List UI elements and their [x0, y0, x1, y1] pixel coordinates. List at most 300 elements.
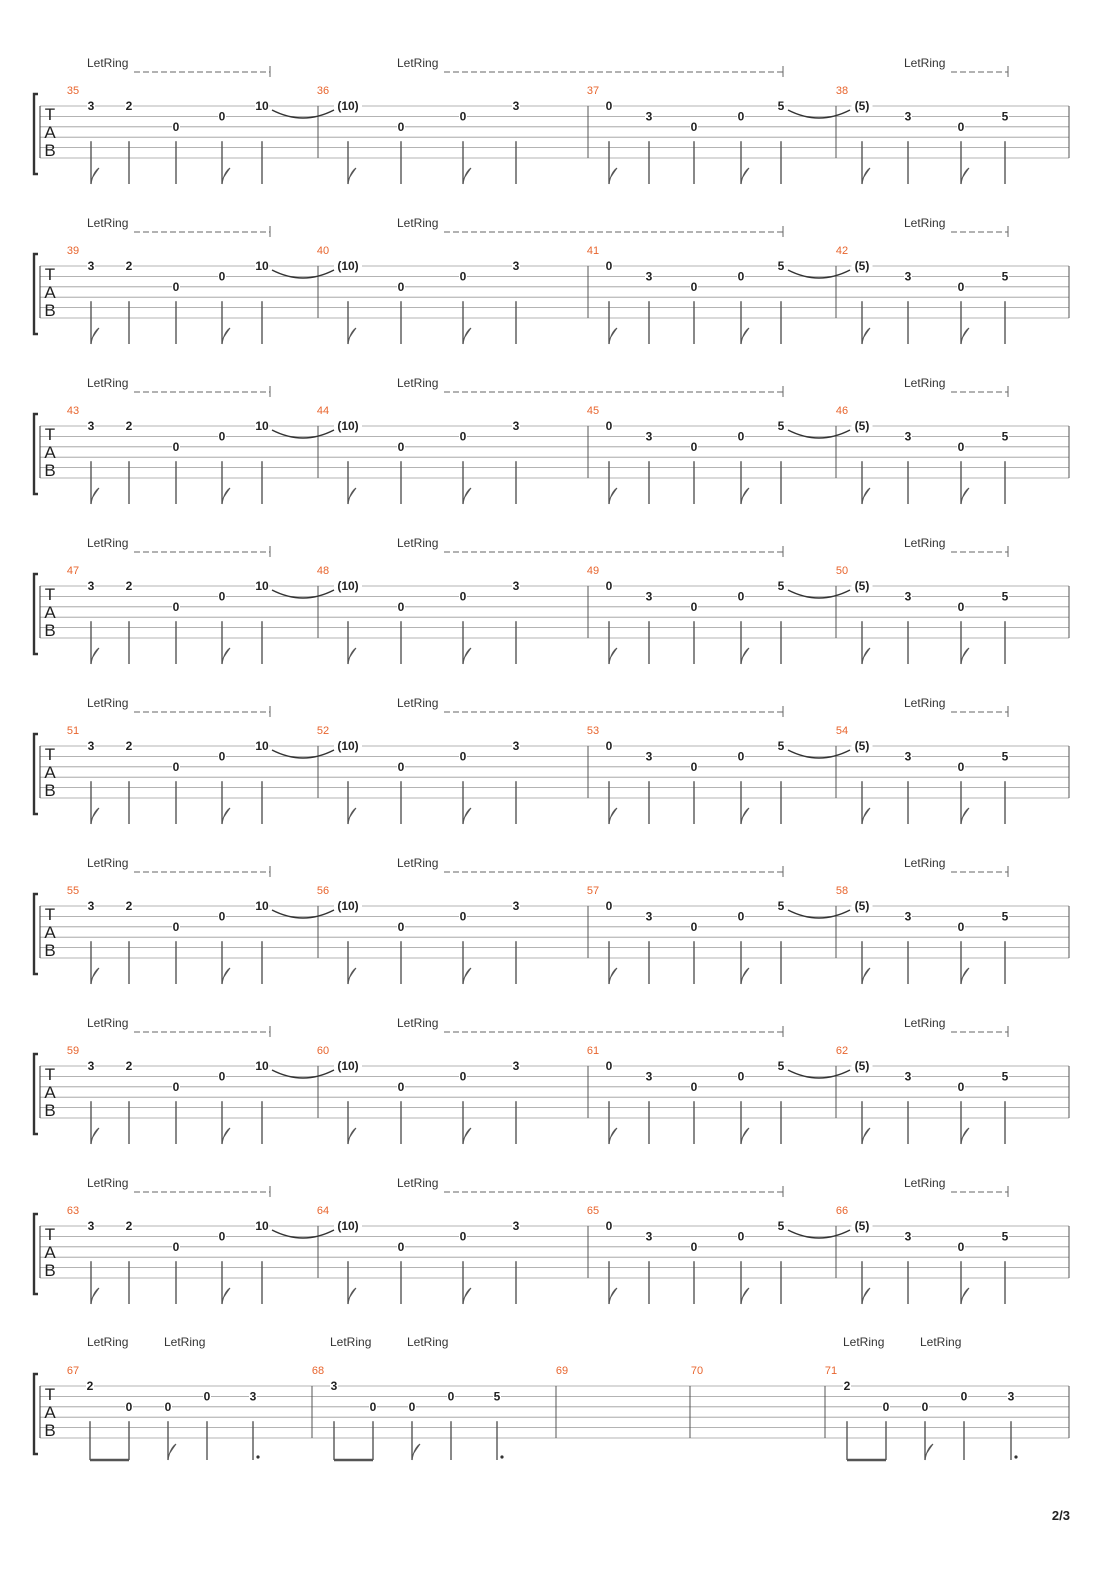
fret-number: 0: [172, 919, 180, 934]
fret-number: 0: [921, 1399, 929, 1414]
fret-number: 0: [737, 589, 745, 604]
fret-number: 5: [1001, 749, 1009, 764]
fret-number: 0: [172, 439, 180, 454]
letring-label: LetRing: [397, 856, 439, 870]
fret-number: 2: [125, 99, 133, 113]
note-flag: [741, 328, 749, 344]
dot: [1014, 1455, 1017, 1458]
system-bracket: [34, 1054, 38, 1134]
fret-number: 0: [172, 599, 180, 614]
letring-label: LetRing: [87, 216, 129, 230]
fret-number: 0: [172, 279, 180, 294]
tab-system: [34, 536, 1069, 664]
measure-number: 59: [66, 1045, 80, 1057]
fret-number: 0: [397, 919, 405, 934]
tab-clef-letter: T: [44, 905, 56, 924]
note-flag: [609, 1288, 617, 1304]
fret-number: (10): [337, 1219, 359, 1233]
note-flag: [348, 968, 356, 984]
fret-number: 0: [690, 599, 698, 614]
tab-clef-letter: A: [44, 283, 56, 302]
fret-number: 0: [690, 919, 698, 934]
system-bracket: [34, 94, 38, 174]
fret-number: 0: [447, 1389, 455, 1404]
measure-number: 41: [586, 245, 600, 257]
fret-number: 0: [737, 1069, 745, 1084]
fret-number: (10): [337, 579, 359, 593]
tab-clef-letter: A: [44, 443, 56, 462]
fret-number: 2: [125, 259, 133, 273]
fret-number: 3: [904, 1069, 912, 1084]
fret-number: 5: [777, 259, 785, 273]
note-flag: [609, 488, 617, 504]
letring-label: LetRing: [904, 696, 946, 710]
fret-number: 3: [512, 419, 520, 433]
measure-number: 40: [316, 245, 330, 257]
measure-number: 45: [586, 405, 600, 417]
fret-number: 0: [172, 119, 180, 134]
fret-number: 3: [87, 1059, 95, 1073]
measure-number: 51: [66, 725, 80, 737]
letring-label: LetRing: [920, 1335, 962, 1349]
fret-number: 5: [1001, 1229, 1009, 1244]
fret-number: 0: [218, 1229, 226, 1244]
note-flag: [961, 1288, 969, 1304]
letring-label: LetRing: [904, 536, 946, 550]
letring-label: LetRing: [87, 536, 129, 550]
letring-label: LetRing: [330, 1335, 372, 1349]
note-flag: [348, 328, 356, 344]
fret-number: 3: [87, 899, 95, 913]
fret-number: 2: [125, 1059, 133, 1073]
fret-number: 3: [645, 429, 653, 444]
fret-number: 0: [957, 119, 965, 134]
note-flag: [348, 808, 356, 824]
fret-number: (10): [337, 739, 359, 753]
tab-clef-letter: T: [44, 1065, 56, 1084]
note-flag: [862, 168, 870, 184]
note-flag: [609, 968, 617, 984]
note-flag: [961, 808, 969, 824]
note-flag: [348, 648, 356, 664]
fret-number: 0: [957, 439, 965, 454]
letring-label: LetRing: [904, 1176, 946, 1190]
measure-number: 37: [586, 85, 600, 97]
note-flag: [222, 968, 230, 984]
fret-number: 0: [459, 109, 467, 124]
note-flag: [168, 1444, 176, 1460]
measure-number: 52: [316, 725, 330, 737]
tab-system: [34, 856, 1069, 984]
tab-clef-letter: B: [44, 141, 56, 160]
fret-number: 3: [904, 749, 912, 764]
letring-label: LetRing: [87, 1016, 129, 1030]
fret-number: 3: [645, 1229, 653, 1244]
fret-number: 0: [397, 1239, 405, 1254]
note-flag: [609, 168, 617, 184]
fret-number: 5: [1001, 909, 1009, 924]
fret-number: 2: [125, 419, 133, 433]
fret-number: 5: [777, 1059, 785, 1073]
tab-clef-letter: A: [44, 1243, 56, 1262]
system-bracket: [34, 894, 38, 974]
fret-number: 3: [512, 739, 520, 753]
tab-system: [34, 376, 1069, 504]
fret-number: 10: [255, 1059, 269, 1073]
fret-number: 0: [397, 439, 405, 454]
fret-number: 10: [255, 899, 269, 913]
note-flag: [609, 1128, 617, 1144]
note-flag: [463, 488, 471, 504]
fret-number: 3: [1007, 1389, 1015, 1404]
measure-number: 42: [835, 245, 849, 257]
fret-number: 3: [645, 589, 653, 604]
measure-number: 58: [835, 885, 849, 897]
fret-number: 5: [777, 1219, 785, 1233]
note-flag: [348, 1288, 356, 1304]
note-flag: [222, 328, 230, 344]
note-flag: [463, 328, 471, 344]
fret-number: 3: [512, 259, 520, 273]
tab-clef-letter: T: [44, 105, 56, 124]
note-flag: [741, 808, 749, 824]
fret-number: 0: [960, 1389, 968, 1404]
letring-label: LetRing: [397, 1176, 439, 1190]
fret-number: 0: [218, 429, 226, 444]
fret-number: 0: [690, 119, 698, 134]
note-flag: [862, 648, 870, 664]
system-bracket: [34, 1214, 38, 1294]
letring-label: LetRing: [904, 376, 946, 390]
fret-number: 3: [87, 579, 95, 593]
letring-label: LetRing: [904, 1016, 946, 1030]
measure-number: 71: [824, 1365, 838, 1377]
fret-number: (5): [854, 579, 870, 593]
fret-number: 0: [737, 109, 745, 124]
fret-number: 10: [255, 739, 269, 753]
note-flag: [348, 488, 356, 504]
tab-clef-letter: T: [44, 585, 56, 604]
fret-number: 3: [512, 579, 520, 593]
tab-system: [34, 1016, 1069, 1144]
tab-clef-letter: T: [44, 1225, 56, 1244]
fret-number: 0: [459, 269, 467, 284]
fret-number: (5): [854, 739, 870, 753]
letring-label: LetRing: [407, 1335, 449, 1349]
fret-number: 0: [172, 1079, 180, 1094]
note-flag: [961, 168, 969, 184]
note-flag: [91, 168, 99, 184]
measure-number: 55: [66, 885, 80, 897]
fret-number: (5): [854, 1219, 870, 1233]
fret-number: 2: [125, 899, 133, 913]
note-flag: [463, 1128, 471, 1144]
note-flag: [741, 1288, 749, 1304]
fret-number: 0: [690, 439, 698, 454]
fret-number: 3: [645, 749, 653, 764]
fret-number: 3: [87, 99, 95, 113]
note-flag: [609, 648, 617, 664]
fret-number: 3: [87, 739, 95, 753]
note-flag: [222, 488, 230, 504]
fret-number: 0: [397, 279, 405, 294]
fret-number: 0: [459, 1069, 467, 1084]
fret-number: 10: [255, 99, 269, 113]
note-flag: [222, 648, 230, 664]
fret-number: 0: [218, 109, 226, 124]
fret-number: 0: [737, 429, 745, 444]
fret-number: 5: [1001, 589, 1009, 604]
page-number: 2/3: [1051, 1508, 1070, 1523]
fret-number: 10: [255, 259, 269, 273]
measure-number: 62: [835, 1045, 849, 1057]
fret-number: 0: [218, 589, 226, 604]
fret-number: 0: [882, 1399, 890, 1414]
fret-number: 0: [605, 419, 613, 433]
tab-clef-letter: A: [44, 923, 56, 942]
note-flag: [222, 168, 230, 184]
system-bracket: [34, 254, 38, 334]
fret-number: 3: [645, 909, 653, 924]
fret-number: (10): [337, 1059, 359, 1073]
fret-number: 0: [397, 599, 405, 614]
fret-number: 5: [777, 899, 785, 913]
note-flag: [862, 488, 870, 504]
fret-number: (5): [854, 99, 870, 113]
fret-number: 5: [777, 99, 785, 113]
measure-number: 49: [586, 565, 600, 577]
measure-number: 56: [316, 885, 330, 897]
tab-clef-letter: A: [44, 123, 56, 142]
fret-number: 0: [957, 1079, 965, 1094]
measure-number: 35: [66, 85, 80, 97]
fret-number: 10: [255, 1219, 269, 1233]
fret-number: 5: [1001, 269, 1009, 284]
fret-number: 3: [645, 109, 653, 124]
fret-number: 3: [87, 259, 95, 273]
letring-label: LetRing: [904, 856, 946, 870]
letring-label: LetRing: [87, 856, 129, 870]
note-flag: [463, 1288, 471, 1304]
note-flag: [222, 1128, 230, 1144]
note-flag: [741, 168, 749, 184]
note-flag: [961, 1128, 969, 1144]
note-flag: [222, 1288, 230, 1304]
measure-number: 57: [586, 885, 600, 897]
measure-number: 50: [835, 565, 849, 577]
fret-number: 0: [690, 279, 698, 294]
note-flag: [91, 1288, 99, 1304]
measure-number: 53: [586, 725, 600, 737]
tab-clef-letter: B: [44, 781, 56, 800]
measure-number: 46: [835, 405, 849, 417]
letring-label: LetRing: [904, 56, 946, 70]
note-flag: [348, 1128, 356, 1144]
measure-number: 61: [586, 1045, 600, 1057]
note-flag: [463, 648, 471, 664]
tab-clef-letter: B: [44, 941, 56, 960]
note-flag: [961, 648, 969, 664]
system-bracket: [34, 414, 38, 494]
system-bracket: [34, 1374, 38, 1454]
note-flag: [862, 328, 870, 344]
fret-number: 3: [904, 109, 912, 124]
fret-number: 0: [408, 1399, 416, 1414]
fret-number: (10): [337, 419, 359, 433]
fret-number: 0: [737, 749, 745, 764]
fret-number: (10): [337, 99, 359, 113]
note-flag: [91, 648, 99, 664]
fret-number: 2: [843, 1379, 851, 1393]
note-flag: [463, 808, 471, 824]
measure-number: 67: [66, 1365, 80, 1377]
measure-number: 54: [835, 725, 849, 737]
note-flag: [222, 808, 230, 824]
fret-number: 3: [87, 1219, 95, 1233]
letring-label: LetRing: [87, 56, 129, 70]
letring-label: LetRing: [397, 1016, 439, 1030]
fret-number: 0: [957, 919, 965, 934]
tab-clef-letter: T: [44, 265, 56, 284]
tab-system: [34, 216, 1069, 344]
letring-label: LetRing: [87, 376, 129, 390]
note-flag: [463, 968, 471, 984]
measure-number: 69: [555, 1365, 569, 1377]
letring-label: LetRing: [87, 696, 129, 710]
fret-number: (5): [854, 1059, 870, 1073]
note-flag: [91, 808, 99, 824]
tab-system: [34, 1176, 1069, 1304]
tab-system-final: [34, 1335, 1069, 1460]
fret-number: 5: [777, 419, 785, 433]
note-flag: [609, 808, 617, 824]
letring-label: LetRing: [397, 376, 439, 390]
fret-number: 0: [605, 1219, 613, 1233]
fret-number: 0: [737, 1229, 745, 1244]
fret-number: 0: [218, 1069, 226, 1084]
fret-number: 2: [125, 1219, 133, 1233]
fret-number: 2: [125, 739, 133, 753]
note-flag: [741, 648, 749, 664]
measure-number: 43: [66, 405, 80, 417]
fret-number: 0: [605, 1059, 613, 1073]
fret-number: (10): [337, 899, 359, 913]
note-flag: [91, 488, 99, 504]
measure-number: 47: [66, 565, 80, 577]
note-flag: [961, 488, 969, 504]
letring-label: LetRing: [397, 56, 439, 70]
fret-number: 0: [605, 579, 613, 593]
tab-clef-letter: T: [44, 1385, 56, 1404]
note-flag: [961, 968, 969, 984]
fret-number: 5: [1001, 429, 1009, 444]
tab-clef-letter: A: [44, 603, 56, 622]
fret-number: 0: [172, 759, 180, 774]
fret-number: 10: [255, 419, 269, 433]
fret-number: (5): [854, 259, 870, 273]
fret-number: 0: [397, 759, 405, 774]
fret-number: 0: [690, 1079, 698, 1094]
fret-number: 5: [493, 1389, 501, 1404]
fret-number: 0: [605, 899, 613, 913]
fret-number: 0: [957, 599, 965, 614]
fret-number: 0: [690, 759, 698, 774]
tab-clef-letter: A: [44, 1083, 56, 1102]
fret-number: 2: [86, 1379, 94, 1393]
fret-number: 0: [459, 749, 467, 764]
measure-number: 48: [316, 565, 330, 577]
fret-number: (5): [854, 419, 870, 433]
note-flag: [91, 328, 99, 344]
measure-number: 38: [835, 85, 849, 97]
fret-number: 0: [397, 1079, 405, 1094]
fret-number: 0: [203, 1389, 211, 1404]
tab-clef-letter: B: [44, 621, 56, 640]
fret-number: 5: [1001, 109, 1009, 124]
fret-number: 0: [397, 119, 405, 134]
note-flag: [741, 968, 749, 984]
fret-number: 0: [605, 99, 613, 113]
note-flag: [925, 1444, 933, 1460]
dot: [256, 1455, 259, 1458]
measure-number: 36: [316, 85, 330, 97]
note-flag: [961, 328, 969, 344]
letring-label: LetRing: [397, 216, 439, 230]
fret-number: 3: [904, 429, 912, 444]
tab-clef-letter: B: [44, 461, 56, 480]
dot: [500, 1455, 503, 1458]
measure-number: 60: [316, 1045, 330, 1057]
fret-number: 0: [605, 259, 613, 273]
note-flag: [862, 1128, 870, 1144]
fret-number: 3: [512, 99, 520, 113]
fret-number: 5: [777, 579, 785, 593]
measure-number: 66: [835, 1205, 849, 1217]
fret-number: 3: [87, 419, 95, 433]
fret-number: 0: [737, 269, 745, 284]
fret-number: 0: [459, 429, 467, 444]
fret-number: 3: [249, 1389, 257, 1404]
letring-label: LetRing: [397, 696, 439, 710]
fret-number: 0: [957, 1239, 965, 1254]
fret-number: 0: [369, 1399, 377, 1414]
letring-label: LetRing: [164, 1335, 206, 1349]
letring-label: LetRing: [843, 1335, 885, 1349]
measure-number: 63: [66, 1205, 80, 1217]
note-flag: [412, 1444, 420, 1460]
fret-number: 3: [512, 1059, 520, 1073]
fret-number: 0: [459, 1229, 467, 1244]
letring-label: LetRing: [904, 216, 946, 230]
fret-number: 0: [690, 1239, 698, 1254]
fret-number: 3: [904, 1229, 912, 1244]
note-flag: [91, 1128, 99, 1144]
measure-number: 64: [316, 1205, 330, 1217]
tab-clef-letter: T: [44, 425, 56, 444]
tab-system: [34, 696, 1069, 824]
tab-clef-letter: B: [44, 301, 56, 320]
note-flag: [348, 168, 356, 184]
fret-number: 0: [125, 1399, 133, 1414]
fret-number: 10: [255, 579, 269, 593]
note-flag: [862, 968, 870, 984]
measure-number: 65: [586, 1205, 600, 1217]
fret-number: 0: [605, 739, 613, 753]
tab-clef-letter: B: [44, 1101, 56, 1120]
note-flag: [91, 968, 99, 984]
note-flag: [741, 1128, 749, 1144]
system-bracket: [34, 734, 38, 814]
